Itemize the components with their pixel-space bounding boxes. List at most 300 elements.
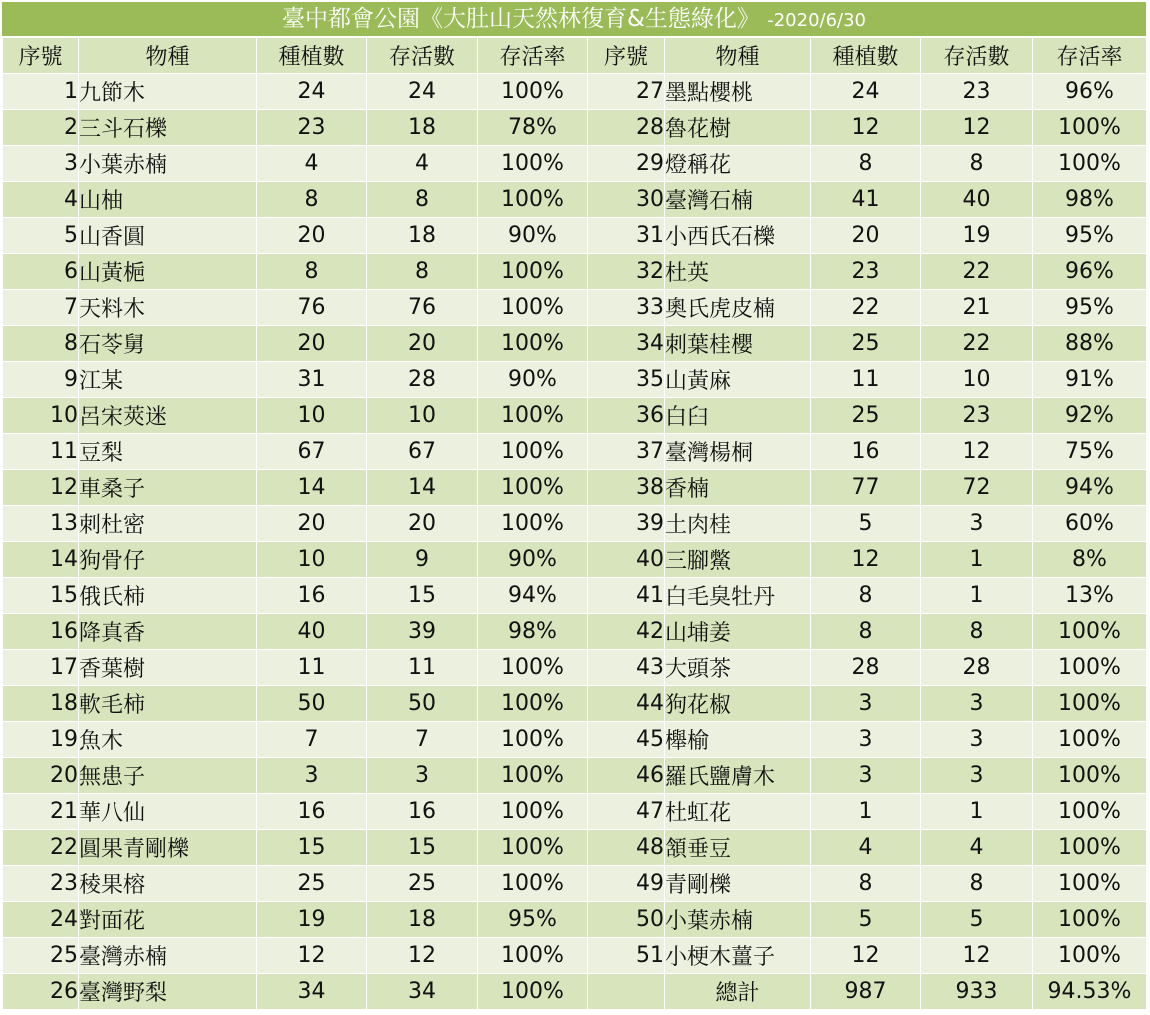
- cell-planted: 40: [257, 614, 367, 650]
- cell-species: 臺灣石楠: [665, 182, 811, 218]
- cell-planted: 7: [257, 722, 367, 758]
- table-row: [3, 758, 1147, 794]
- cell-rate: 100%: [478, 434, 588, 470]
- table-row: [3, 794, 1147, 830]
- cell-serial: 31: [588, 218, 665, 254]
- cell-species: 櫸榆: [665, 722, 811, 758]
- cell-serial: 48: [588, 830, 665, 866]
- cell-survived: 15: [367, 830, 478, 866]
- cell-serial: 46: [588, 758, 665, 794]
- cell-rate: 96%: [1033, 74, 1147, 110]
- cell-rate: 100%: [1033, 758, 1147, 794]
- cell-survived: 20: [367, 506, 478, 542]
- cell-serial: 17: [3, 650, 79, 686]
- cell-rate: 100%: [478, 290, 588, 326]
- cell-serial: 50: [588, 902, 665, 938]
- header-cell: 種植數: [257, 38, 367, 74]
- cell-survived: 3: [921, 722, 1033, 758]
- cell-rate: 91%: [1033, 362, 1147, 398]
- table-body: [3, 74, 1147, 1010]
- cell-species: 狗花椒: [665, 686, 811, 722]
- cell-rate: 95%: [1033, 290, 1147, 326]
- cell-species: 刺葉桂櫻: [665, 326, 811, 362]
- table-row: [3, 254, 1147, 290]
- cell-species: 山柚: [79, 182, 257, 218]
- cell-rate: 100%: [1033, 686, 1147, 722]
- cell-planted: 16: [257, 794, 367, 830]
- cell-species: 軟毛柿: [79, 686, 257, 722]
- cell-serial: 21: [3, 794, 79, 830]
- cell-survived: 10: [921, 362, 1033, 398]
- cell-rate: 95%: [1033, 218, 1147, 254]
- cell-serial: 36: [588, 398, 665, 434]
- cell-species: 香楠: [665, 470, 811, 506]
- cell-rate: 100%: [1033, 650, 1147, 686]
- table-row: [3, 398, 1147, 434]
- table-title: [2, 2, 1146, 36]
- cell-species: 三腳鱉: [665, 542, 811, 578]
- table-row: [3, 74, 1147, 110]
- cell-serial: 10: [3, 398, 79, 434]
- cell-planted: 8: [811, 578, 921, 614]
- cell-species: 降真香: [79, 614, 257, 650]
- cell-serial: 45: [588, 722, 665, 758]
- cell-species: 臺灣赤楠: [79, 938, 257, 974]
- cell-rate: 13%: [1033, 578, 1147, 614]
- cell-rate: 100%: [478, 938, 588, 974]
- cell-planted: 23: [257, 110, 367, 146]
- table-row: [3, 290, 1147, 326]
- cell-planted: 77: [811, 470, 921, 506]
- cell-planted: 16: [257, 578, 367, 614]
- cell-planted: 3: [257, 758, 367, 794]
- cell-serial: 11: [3, 434, 79, 470]
- header-cell: 存活數: [921, 38, 1033, 74]
- cell-survived: 4: [921, 830, 1033, 866]
- cell-serial: 2: [3, 110, 79, 146]
- cell-rate: 8%: [1033, 542, 1147, 578]
- cell-species: 俄氏柿: [79, 578, 257, 614]
- cell-rate: 100%: [478, 74, 588, 110]
- cell-planted: 67: [257, 434, 367, 470]
- cell-serial: 19: [3, 722, 79, 758]
- cell-planted: 14: [257, 470, 367, 506]
- cell-survived: 14: [367, 470, 478, 506]
- cell-species: 魯花樹: [665, 110, 811, 146]
- cell-species: 小西氏石櫟: [665, 218, 811, 254]
- cell-species: 天料木: [79, 290, 257, 326]
- table-row: [3, 470, 1147, 506]
- cell-rate: 94%: [478, 578, 588, 614]
- cell-species: 白臼: [665, 398, 811, 434]
- cell-planted: 20: [257, 506, 367, 542]
- table-row: [3, 110, 1147, 146]
- species-survival-table: [2, 37, 1147, 1010]
- cell-species: 小梗木薑子: [665, 938, 811, 974]
- cell-planted: 11: [811, 362, 921, 398]
- header-cell: 存活數: [367, 38, 478, 74]
- table-row: [3, 830, 1147, 866]
- cell-serial: 5: [3, 218, 79, 254]
- cell-species: 土肉桂: [665, 506, 811, 542]
- total-label: 總計: [665, 974, 811, 1010]
- cell-planted: 5: [811, 506, 921, 542]
- cell-rate: 100%: [1033, 614, 1147, 650]
- cell-empty: [588, 974, 665, 1010]
- cell-planted: 25: [811, 326, 921, 362]
- cell-rate: 100%: [478, 506, 588, 542]
- table-row: [3, 650, 1147, 686]
- cell-survived: 12: [367, 938, 478, 974]
- cell-survived: 8: [921, 866, 1033, 902]
- cell-planted: 4: [257, 146, 367, 182]
- table-row: [3, 614, 1147, 650]
- cell-planted: 8: [811, 866, 921, 902]
- cell-serial: 32: [588, 254, 665, 290]
- cell-species: 小葉赤楠: [79, 146, 257, 182]
- cell-survived: 67: [367, 434, 478, 470]
- cell-serial: 14: [3, 542, 79, 578]
- header-cell: 序號: [3, 38, 79, 74]
- cell-rate: 100%: [1033, 146, 1147, 182]
- cell-planted: 12: [257, 938, 367, 974]
- cell-serial: 37: [588, 434, 665, 470]
- cell-species: 對面花: [79, 902, 257, 938]
- cell-species: 三斗石櫟: [79, 110, 257, 146]
- table-row: [3, 326, 1147, 362]
- cell-species: 刺杜密: [79, 506, 257, 542]
- cell-planted: 28: [811, 650, 921, 686]
- cell-serial: 3: [3, 146, 79, 182]
- table-row: [3, 902, 1147, 938]
- cell-survived: 8: [921, 146, 1033, 182]
- cell-species: 臺灣楊桐: [665, 434, 811, 470]
- cell-rate: 100%: [1033, 722, 1147, 758]
- cell-species: 呂宋莢迷: [79, 398, 257, 434]
- cell-survived: 24: [367, 74, 478, 110]
- table-row: [3, 722, 1147, 758]
- cell-serial: 39: [588, 506, 665, 542]
- cell-serial: 4: [3, 182, 79, 218]
- cell-planted: 8: [811, 614, 921, 650]
- table-row: [3, 506, 1147, 542]
- cell-species: 豆梨: [79, 434, 257, 470]
- cell-rate: 100%: [478, 650, 588, 686]
- cell-species: 杜英: [665, 254, 811, 290]
- cell-rate: 92%: [1033, 398, 1147, 434]
- cell-species: 圓果青剛櫟: [79, 830, 257, 866]
- cell-serial: 47: [588, 794, 665, 830]
- cell-survived: 23: [921, 74, 1033, 110]
- cell-rate: 78%: [478, 110, 588, 146]
- cell-planted: 76: [257, 290, 367, 326]
- cell-rate: 100%: [478, 974, 588, 1010]
- table-row: [3, 686, 1147, 722]
- table-row: [3, 218, 1147, 254]
- cell-planted: 24: [811, 74, 921, 110]
- cell-species: 山黃梔: [79, 254, 257, 290]
- header-row: [3, 38, 1147, 74]
- cell-species: 華八仙: [79, 794, 257, 830]
- total-survived: 933: [921, 974, 1033, 1010]
- cell-survived: 23: [921, 398, 1033, 434]
- cell-serial: 33: [588, 290, 665, 326]
- cell-rate: 60%: [1033, 506, 1147, 542]
- cell-survived: 16: [367, 794, 478, 830]
- header-cell: 物種: [79, 38, 257, 74]
- cell-planted: 50: [257, 686, 367, 722]
- total-planted: 987: [811, 974, 921, 1010]
- header-cell: 存活率: [1033, 38, 1147, 74]
- cell-serial: 18: [3, 686, 79, 722]
- cell-species: 山黃麻: [665, 362, 811, 398]
- cell-survived: 3: [921, 506, 1033, 542]
- cell-planted: 12: [811, 542, 921, 578]
- cell-planted: 8: [257, 182, 367, 218]
- cell-species: 白毛臭牡丹: [665, 578, 811, 614]
- cell-survived: 28: [367, 362, 478, 398]
- cell-survived: 39: [367, 614, 478, 650]
- cell-rate: 98%: [478, 614, 588, 650]
- cell-species: 石苓舅: [79, 326, 257, 362]
- cell-survived: 1: [921, 578, 1033, 614]
- cell-serial: 6: [3, 254, 79, 290]
- cell-survived: 9: [367, 542, 478, 578]
- cell-survived: 72: [921, 470, 1033, 506]
- cell-planted: 1: [811, 794, 921, 830]
- cell-rate: 90%: [478, 542, 588, 578]
- cell-survived: 22: [921, 254, 1033, 290]
- header-cell: 存活率: [478, 38, 588, 74]
- cell-serial: 22: [3, 830, 79, 866]
- cell-survived: 21: [921, 290, 1033, 326]
- cell-serial: 38: [588, 470, 665, 506]
- cell-survived: 3: [921, 758, 1033, 794]
- table-row: [3, 866, 1147, 902]
- cell-species: 大頭茶: [665, 650, 811, 686]
- cell-serial: 34: [588, 326, 665, 362]
- cell-survived: 12: [921, 110, 1033, 146]
- cell-rate: 98%: [1033, 182, 1147, 218]
- cell-planted: 23: [811, 254, 921, 290]
- cell-planted: 10: [257, 398, 367, 434]
- cell-survived: 1: [921, 542, 1033, 578]
- cell-rate: 100%: [1033, 866, 1147, 902]
- cell-serial: 35: [588, 362, 665, 398]
- cell-rate: 100%: [478, 398, 588, 434]
- cell-rate: 100%: [478, 182, 588, 218]
- cell-rate: 100%: [478, 794, 588, 830]
- cell-species: 江某: [79, 362, 257, 398]
- cell-planted: 8: [811, 146, 921, 182]
- cell-survived: 28: [921, 650, 1033, 686]
- cell-planted: 12: [811, 110, 921, 146]
- cell-planted: 20: [257, 326, 367, 362]
- cell-species: 羅氏鹽膚木: [665, 758, 811, 794]
- cell-serial: 23: [3, 866, 79, 902]
- cell-survived: 18: [367, 902, 478, 938]
- cell-rate: 100%: [478, 686, 588, 722]
- cell-survived: 4: [367, 146, 478, 182]
- cell-serial: 28: [588, 110, 665, 146]
- cell-species: 奧氏虎皮楠: [665, 290, 811, 326]
- cell-survived: 25: [367, 866, 478, 902]
- cell-survived: 34: [367, 974, 478, 1010]
- cell-species: 山香圓: [79, 218, 257, 254]
- total-row: [3, 974, 1147, 1010]
- cell-planted: 8: [257, 254, 367, 290]
- cell-rate: 100%: [1033, 794, 1147, 830]
- header-cell: 序號: [588, 38, 665, 74]
- table-row: [3, 146, 1147, 182]
- title-date: -2020/6/30: [767, 10, 867, 31]
- cell-serial: 30: [588, 182, 665, 218]
- cell-rate: 94%: [1033, 470, 1147, 506]
- table-row: [3, 938, 1147, 974]
- cell-survived: 18: [367, 110, 478, 146]
- cell-serial: 43: [588, 650, 665, 686]
- cell-rate: 100%: [1033, 830, 1147, 866]
- cell-survived: 1: [921, 794, 1033, 830]
- cell-survived: 12: [921, 434, 1033, 470]
- cell-planted: 5: [811, 902, 921, 938]
- cell-rate: 100%: [478, 830, 588, 866]
- cell-species: 九節木: [79, 74, 257, 110]
- cell-rate: 90%: [478, 362, 588, 398]
- cell-survived: 12: [921, 938, 1033, 974]
- cell-species: 臺灣野梨: [79, 974, 257, 1010]
- cell-rate: 100%: [478, 326, 588, 362]
- cell-survived: 5: [921, 902, 1033, 938]
- cell-serial: 44: [588, 686, 665, 722]
- cell-planted: 25: [811, 398, 921, 434]
- cell-survived: 18: [367, 218, 478, 254]
- cell-rate: 100%: [478, 254, 588, 290]
- cell-planted: 3: [811, 686, 921, 722]
- cell-planted: 12: [811, 938, 921, 974]
- table-row: [3, 182, 1147, 218]
- cell-serial: 7: [3, 290, 79, 326]
- cell-survived: 8: [921, 614, 1033, 650]
- cell-survived: 20: [367, 326, 478, 362]
- cell-species: 無患子: [79, 758, 257, 794]
- cell-species: 山埔姜: [665, 614, 811, 650]
- cell-rate: 88%: [1033, 326, 1147, 362]
- cell-planted: 41: [811, 182, 921, 218]
- table-row: [3, 578, 1147, 614]
- cell-serial: 26: [3, 974, 79, 1010]
- cell-serial: 40: [588, 542, 665, 578]
- header-cell: 物種: [665, 38, 811, 74]
- cell-serial: 16: [3, 614, 79, 650]
- cell-planted: 4: [811, 830, 921, 866]
- cell-serial: 42: [588, 614, 665, 650]
- cell-species: 香葉樹: [79, 650, 257, 686]
- cell-survived: 50: [367, 686, 478, 722]
- cell-serial: 13: [3, 506, 79, 542]
- cell-planted: 34: [257, 974, 367, 1010]
- cell-serial: 15: [3, 578, 79, 614]
- cell-survived: 76: [367, 290, 478, 326]
- cell-species: 燈稱花: [665, 146, 811, 182]
- cell-species: 車桑子: [79, 470, 257, 506]
- cell-serial: 20: [3, 758, 79, 794]
- cell-survived: 19: [921, 218, 1033, 254]
- cell-planted: 11: [257, 650, 367, 686]
- cell-serial: 41: [588, 578, 665, 614]
- cell-survived: 10: [367, 398, 478, 434]
- cell-planted: 24: [257, 74, 367, 110]
- cell-rate: 100%: [478, 146, 588, 182]
- table-row: [3, 434, 1147, 470]
- cell-rate: 95%: [478, 902, 588, 938]
- cell-species: 小葉赤楠: [665, 902, 811, 938]
- table-row: [3, 542, 1147, 578]
- cell-planted: 19: [257, 902, 367, 938]
- cell-species: 墨點櫻桃: [665, 74, 811, 110]
- cell-serial: 9: [3, 362, 79, 398]
- cell-survived: 11: [367, 650, 478, 686]
- cell-rate: 100%: [478, 758, 588, 794]
- cell-rate: 100%: [478, 866, 588, 902]
- cell-planted: 16: [811, 434, 921, 470]
- cell-survived: 8: [367, 254, 478, 290]
- cell-species: 頷垂豆: [665, 830, 811, 866]
- cell-serial: 49: [588, 866, 665, 902]
- cell-survived: 22: [921, 326, 1033, 362]
- cell-serial: 12: [3, 470, 79, 506]
- cell-survived: 7: [367, 722, 478, 758]
- title-main: 臺中都會公園《大肚山天然林復育&生態綠化》: [281, 6, 760, 32]
- cell-rate: 100%: [478, 722, 588, 758]
- cell-rate: 100%: [1033, 110, 1147, 146]
- cell-species: 魚木: [79, 722, 257, 758]
- cell-planted: 3: [811, 758, 921, 794]
- cell-serial: 1: [3, 74, 79, 110]
- cell-rate: 100%: [1033, 938, 1147, 974]
- cell-rate: 100%: [1033, 902, 1147, 938]
- cell-rate: 90%: [478, 218, 588, 254]
- cell-serial: 29: [588, 146, 665, 182]
- cell-serial: 25: [3, 938, 79, 974]
- cell-planted: 25: [257, 866, 367, 902]
- cell-serial: 27: [588, 74, 665, 110]
- cell-survived: 3: [367, 758, 478, 794]
- cell-species: 青剛櫟: [665, 866, 811, 902]
- total-rate: 94.53%: [1033, 974, 1147, 1010]
- header-cell: 種植數: [811, 38, 921, 74]
- cell-planted: 10: [257, 542, 367, 578]
- cell-serial: 51: [588, 938, 665, 974]
- table-row: [3, 362, 1147, 398]
- cell-survived: 8: [367, 182, 478, 218]
- cell-planted: 20: [257, 218, 367, 254]
- cell-species: 稜果榕: [79, 866, 257, 902]
- cell-serial: 8: [3, 326, 79, 362]
- cell-survived: 3: [921, 686, 1033, 722]
- cell-species: 狗骨仔: [79, 542, 257, 578]
- cell-rate: 100%: [478, 470, 588, 506]
- cell-serial: 24: [3, 902, 79, 938]
- cell-survived: 40: [921, 182, 1033, 218]
- cell-planted: 22: [811, 290, 921, 326]
- cell-rate: 75%: [1033, 434, 1147, 470]
- cell-planted: 3: [811, 722, 921, 758]
- cell-planted: 15: [257, 830, 367, 866]
- cell-rate: 96%: [1033, 254, 1147, 290]
- cell-survived: 15: [367, 578, 478, 614]
- cell-planted: 31: [257, 362, 367, 398]
